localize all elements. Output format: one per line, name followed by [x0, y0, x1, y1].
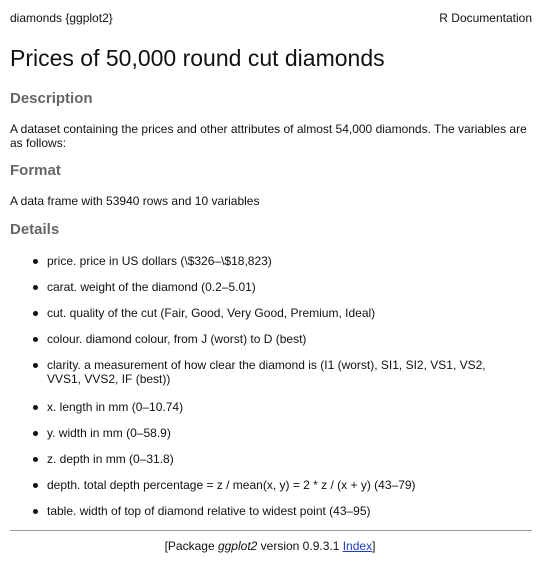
list-item [47, 306, 517, 320]
format-heading: Format [10, 162, 61, 179]
list-item [47, 504, 517, 518]
doc-label: R Documentation [439, 11, 532, 25]
bullet-icon [33, 337, 38, 342]
list-item-text: table. width of top of diamond relative to widest point (43–95) [47, 504, 371, 518]
footer-prefix: [Package [164, 539, 218, 553]
list-item-text: clarity. a measurement of how clear the diamond is (I1 (worst), SI1, SI2, VS1, VS2, VVS1, VVS2, IF (best)) [47, 358, 486, 386]
bullet-icon [33, 483, 38, 488]
bullet-icon [33, 509, 38, 514]
footer-divider [10, 530, 532, 531]
footer-version: version 0.9.3.1 [257, 539, 343, 553]
list-item [47, 400, 517, 414]
list-item-text: price. price in US dollars (\$326–\$18,823) [47, 254, 272, 268]
list-item-text: y. width in mm (0–58.9) [47, 426, 171, 440]
description-heading: Description [10, 90, 93, 107]
bullet-icon [33, 259, 38, 264]
bullet-icon [33, 431, 38, 436]
list-item [47, 426, 517, 440]
list-item [47, 254, 517, 268]
footer-suffix: ] [372, 539, 376, 553]
format-text: A data frame with 53940 rows and 10 variables [10, 194, 260, 208]
list-item-text: z. depth in mm (0–31.8) [47, 452, 174, 466]
list-item [47, 478, 517, 492]
list-item [47, 280, 517, 294]
index-link[interactable]: Index [342, 539, 373, 553]
top-bar [10, 10, 532, 26]
bullet-icon [33, 363, 38, 368]
bullet-icon [33, 285, 38, 290]
list-item [47, 452, 517, 466]
bullet-icon [33, 311, 38, 316]
list-item-text: colour. diamond colour, from J (worst) to D (best) [47, 332, 307, 346]
topic-label: diamonds {ggplot2} [10, 11, 113, 25]
details-heading: Details [10, 221, 60, 238]
page-title: Prices of 50,000 round cut diamonds [10, 45, 385, 71]
list-item-text: cut. quality of the cut (Fair, Good, Very Good, Premium, Ideal) [47, 306, 376, 320]
list-item-text: carat. weight of the diamond (0.2–5.01) [47, 280, 256, 294]
bullet-icon [33, 405, 38, 410]
list-item [47, 358, 517, 386]
description-text: A dataset containing the prices and other attributes of almost 54,000 diamonds. The variables are as follows: [10, 122, 527, 150]
footer [0, 539, 540, 553]
list-item-text: depth. total depth percentage = z / mean(x, y) = 2 * z / (x + y) (43–79) [47, 478, 416, 492]
list-item-text: x. length in mm (0–10.74) [47, 400, 184, 414]
list-item [47, 332, 517, 346]
footer-package-name: ggplot2 [217, 539, 258, 553]
bullet-icon [33, 457, 38, 462]
